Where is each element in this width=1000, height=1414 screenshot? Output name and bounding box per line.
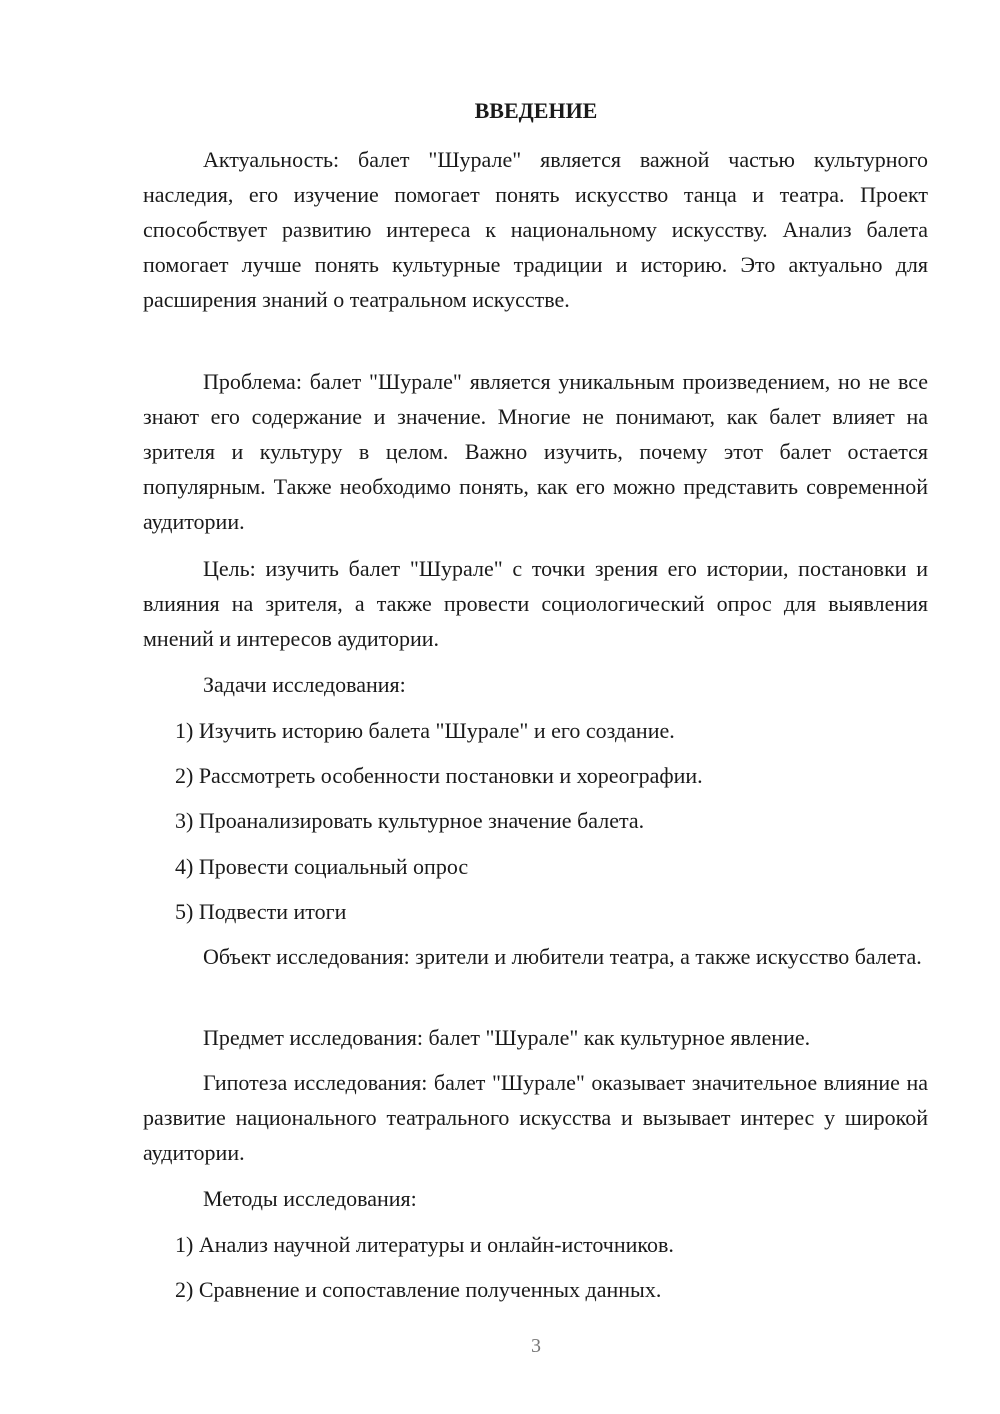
methods-heading: Методы исследования: bbox=[203, 1186, 417, 1211]
task-item bbox=[143, 894, 928, 929]
task-item bbox=[143, 849, 928, 884]
hypothesis-paragraph: Гипотеза исследования: балет "Шурале" оказывает значительное влияние на развитие национального театрального искусства и вызывает интерес у широкой аудитории. bbox=[143, 1070, 928, 1165]
task-item bbox=[143, 803, 928, 838]
tasks-section bbox=[143, 667, 928, 702]
page-title: ВВЕДЕНИЕ bbox=[474, 98, 598, 123]
page-number: 3 bbox=[531, 1335, 541, 1357]
hypothesis-section bbox=[143, 1065, 928, 1170]
tasks-heading: Задачи исследования: bbox=[203, 672, 406, 697]
goal-section bbox=[143, 551, 928, 656]
method-item bbox=[143, 1227, 928, 1262]
subject-section bbox=[143, 1020, 928, 1055]
method-item-2: 2) Сравнение и сопоставление полученных данных. bbox=[175, 1277, 662, 1302]
task-item-4: 4) Провести социальный опрос bbox=[175, 854, 469, 879]
method-item bbox=[143, 1272, 928, 1307]
method-item-1: 1) Анализ научной литературы и онлайн-источников. bbox=[175, 1232, 674, 1257]
goal-paragraph: Цель: изучить балет "Шурале" с точки зрения его истории, постановки и влияния на зрителя, а также провести социологический опрос для выявления мнений и интересов аудитории. bbox=[143, 556, 928, 651]
relevance-paragraph: Актуальность: балет "Шурале" является важной частью культурного наследия, его изучение помогает понять искусство танца и театра. Проект способствует развитию интереса к национальному искусству. Анализ балета помогает лучше понять культурные традиции и историю. Это актуально для расширения знаний о театральном искусстве. bbox=[143, 147, 928, 312]
subject-paragraph: Предмет исследования: балет "Шурале" как культурное явление. bbox=[203, 1025, 811, 1050]
methods-section bbox=[143, 1181, 928, 1216]
task-item bbox=[143, 758, 928, 793]
task-item-1: 1) Изучить историю балета "Шурале" и его создание. bbox=[175, 718, 675, 743]
task-item-5: 5) Подвести итоги bbox=[175, 899, 347, 924]
object-paragraph: Объект исследования: зрители и любители театра, а также искусство балета. bbox=[203, 944, 922, 969]
task-item bbox=[143, 713, 928, 748]
problem-paragraph: Проблема: балет "Шурале" является уникальным произведением, но не все знают его содержание и значение. Многие не понимают, как балет влияет на зрителя и культуру в целом. Важно изучить, почему этот балет остается популярным. Также необходимо понять, как его можно представить современной аудитории. bbox=[143, 369, 928, 534]
object-section bbox=[143, 939, 928, 974]
problem-section bbox=[143, 364, 928, 539]
relevance-section bbox=[143, 142, 928, 317]
task-item-2: 2) Рассмотреть особенности постановки и хореографии. bbox=[175, 763, 703, 788]
task-item-3: 3) Проанализировать культурное значение балета. bbox=[175, 808, 645, 833]
